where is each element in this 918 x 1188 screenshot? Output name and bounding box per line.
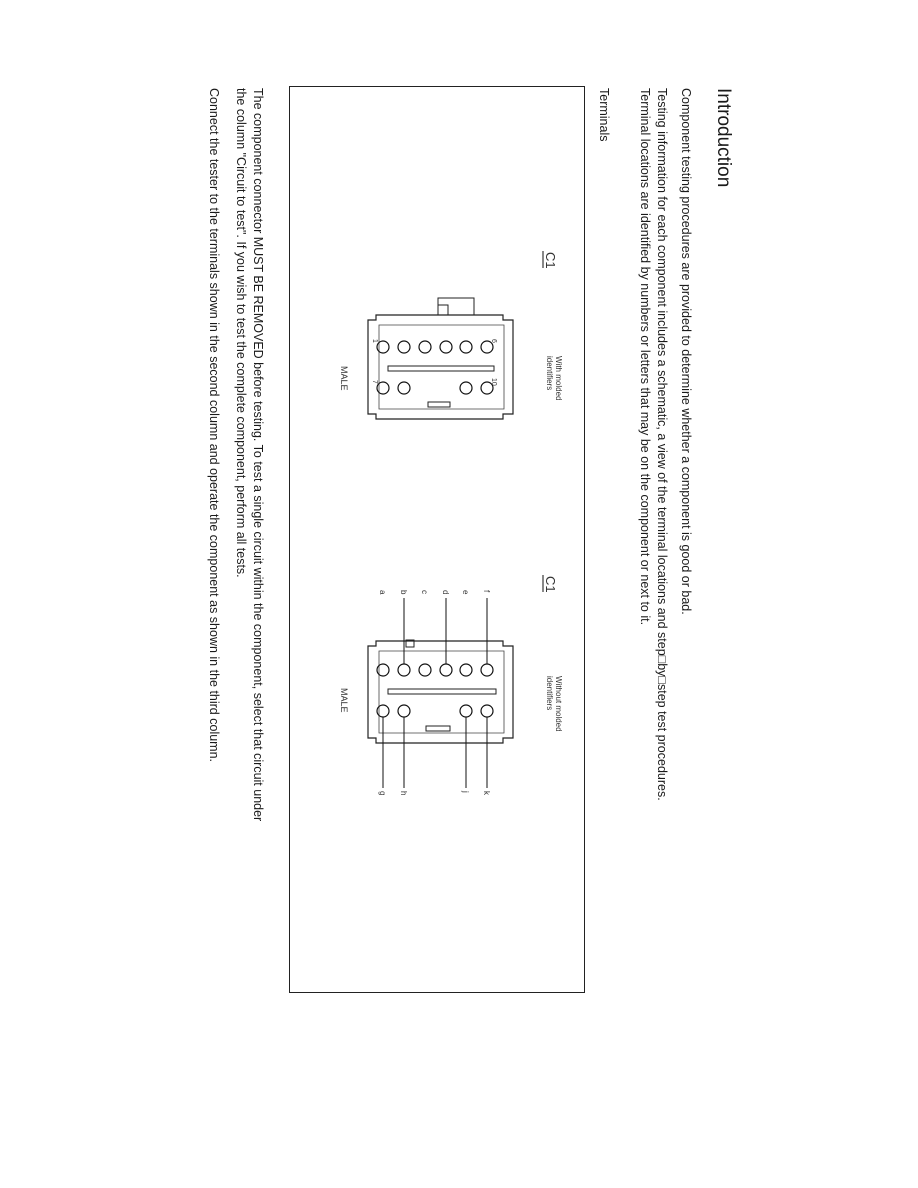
connector-left-key xyxy=(438,305,448,315)
footer-line-1: The component connector MUST BE REMOVED before testing. To test a single circuit within the component, select that circuit under xyxy=(251,88,265,822)
pin-number-7: 7 xyxy=(371,380,378,384)
connector-diagram-with-identifiers xyxy=(293,250,578,470)
pin-5 xyxy=(460,341,472,353)
connector-left-title: C1 xyxy=(543,252,558,269)
pin-number-10: 10 xyxy=(490,378,497,386)
pin-d xyxy=(440,664,452,676)
pin-f xyxy=(481,664,493,676)
pin-letter-b: b xyxy=(399,590,408,595)
connector-left-body xyxy=(368,315,513,419)
pin-letter-j: j xyxy=(461,791,470,793)
pin-letter-g: g xyxy=(378,791,387,796)
connector-left-inner xyxy=(379,325,504,409)
terminals-frame xyxy=(289,86,585,993)
section-label-terminals: Terminals xyxy=(597,88,611,142)
connector-diagram-without-identifiers xyxy=(293,570,578,800)
connector-left-note-2: identifiers xyxy=(545,356,554,391)
pin-number-6: 6 xyxy=(490,339,497,343)
pin-letter-h: h xyxy=(399,791,408,796)
pin-letter-k: k xyxy=(482,791,491,795)
intro-line-3: Terminal locations are identified by numbers or letters that may be on the component or next to it. xyxy=(638,88,652,626)
footer-line-3: Connect the tester to the terminals shown in the second column and operate the component as shown in the third column. xyxy=(207,88,221,763)
pin-2 xyxy=(398,341,410,353)
pin-k xyxy=(481,705,493,717)
intro-line-1: Component testing procedures are provided to determine whether a component is good or bad. xyxy=(679,88,693,615)
connector-right-title: C1 xyxy=(543,576,558,593)
pin-c xyxy=(419,664,431,676)
pin-letter-c: c xyxy=(420,590,429,594)
connector-left-note-1: With molded xyxy=(554,356,563,401)
connector-right-body xyxy=(368,641,513,743)
pin-8 xyxy=(398,382,410,394)
pin-letter-e: e xyxy=(461,590,470,595)
pin-3 xyxy=(419,341,431,353)
page-heading: Introduction xyxy=(713,88,734,188)
intro-line-2: Testing information for each component includes a schematic, a view of the terminal locations and step□by□step test procedures. xyxy=(655,88,669,801)
pin-h xyxy=(398,705,410,717)
pin-letter-f: f xyxy=(482,590,491,593)
connector-left-tab xyxy=(428,402,450,407)
connector-right-gender: MALE xyxy=(339,688,349,713)
connector-left-gender: MALE xyxy=(339,366,349,391)
connector-right-note-2: identifiers xyxy=(545,676,554,711)
pin-number-1: 1 xyxy=(371,339,378,343)
pin-4 xyxy=(440,341,452,353)
connector-right-tab xyxy=(426,726,450,731)
pin-letter-a: a xyxy=(378,590,387,595)
connector-left-latch xyxy=(438,298,474,315)
connector-left-divider xyxy=(388,366,494,371)
footer-line-2: the column "Circuit to test". If you wish to test the complete component, perform all tests. xyxy=(234,88,248,578)
pin-b xyxy=(398,664,410,676)
connector-right-inner xyxy=(379,651,504,733)
connector-right-note-1: Without molded xyxy=(554,676,563,732)
pin-letter-d: d xyxy=(441,590,450,595)
pin-j xyxy=(460,705,472,717)
connector-right-divider xyxy=(388,689,496,694)
pin-e xyxy=(460,664,472,676)
pin-9 xyxy=(460,382,472,394)
